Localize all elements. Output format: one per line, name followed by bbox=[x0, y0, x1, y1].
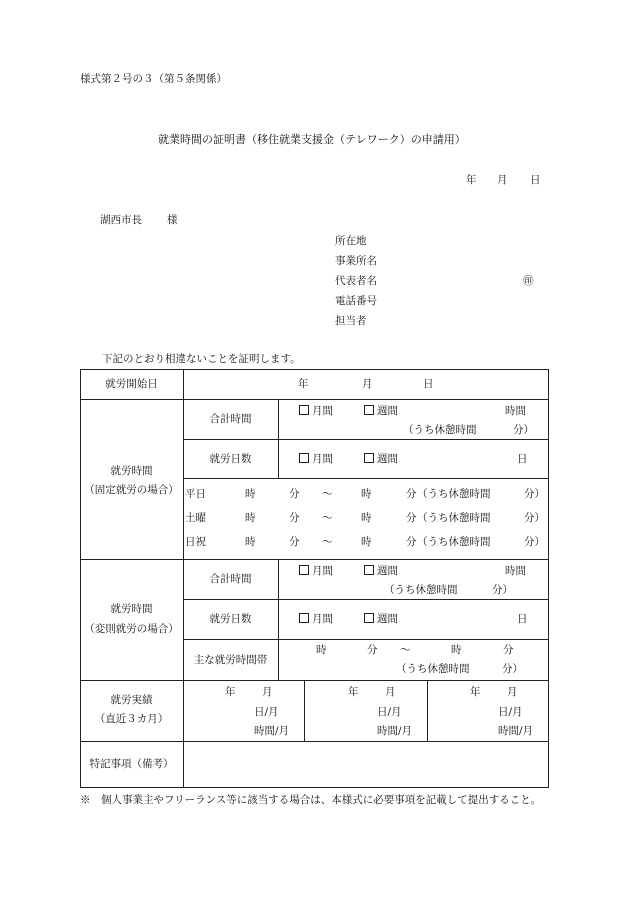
footer-note: ※ 個人事業主やフリーランス等に該当する場合は、本様式に必要事項を記載して提出すること。 bbox=[80, 794, 542, 806]
record-2-month: 月 bbox=[385, 686, 396, 698]
option-label: 月間 bbox=[312, 565, 333, 577]
fixed-hours-sublabel: （固定就労の場合） bbox=[84, 484, 179, 496]
record-sublabel: （直近３カ月） bbox=[94, 713, 169, 725]
saturday-start-minute: 分 bbox=[289, 512, 300, 524]
variable-days-month-option[interactable] bbox=[299, 612, 333, 626]
variable-total-month-option[interactable] bbox=[299, 564, 333, 578]
form-number: 様式第２号の３（第５条関係） bbox=[80, 73, 227, 85]
option-label: 月間 bbox=[312, 613, 333, 625]
fixed-total-break-suffix: 分） bbox=[513, 424, 534, 436]
weekday-tilde: ～ bbox=[322, 488, 333, 500]
checkbox-icon bbox=[364, 453, 374, 463]
remarks-field[interactable] bbox=[185, 744, 545, 784]
weekday-start-minute: 分 bbox=[289, 488, 300, 500]
option-label: 月間 bbox=[312, 405, 333, 417]
variable-hours-sublabel: （変則就労の場合） bbox=[84, 623, 179, 635]
fixed-total-hours-unit: 時間 bbox=[505, 405, 526, 417]
weekday-end-minute: 分 bbox=[406, 488, 417, 500]
record-3-hours: 時間/月 bbox=[498, 725, 534, 737]
saturday-break-prefix: （うち休憩時間 bbox=[417, 512, 491, 524]
checkbox-icon bbox=[299, 453, 309, 463]
record-3-days: 日/月 bbox=[498, 706, 523, 718]
certificate-table bbox=[80, 369, 549, 788]
saturday-end-minute: 分 bbox=[406, 512, 417, 524]
fixed-days-week-option[interactable] bbox=[364, 452, 398, 466]
option-label: 月間 bbox=[312, 453, 333, 465]
variable-total-break-prefix: （うち休憩時間 bbox=[384, 584, 458, 596]
record-2-year: 年 bbox=[348, 686, 359, 698]
start-date-month: 月 bbox=[362, 378, 373, 390]
holiday-break-prefix: （うち休憩時間 bbox=[417, 536, 491, 548]
holiday-start-hour: 時 bbox=[245, 536, 256, 548]
record-label: 就労実績 bbox=[110, 694, 153, 706]
checkbox-icon bbox=[299, 613, 309, 623]
holiday-start-minute: 分 bbox=[289, 536, 300, 548]
record-3-year: 年 bbox=[470, 686, 481, 698]
option-label: 週間 bbox=[377, 565, 398, 577]
main-hours-label: 主な就労時間帯 bbox=[193, 654, 268, 666]
date-year-label: 年 bbox=[466, 174, 477, 186]
weekday-break-suffix: 分） bbox=[524, 488, 545, 500]
saturday-start-hour: 時 bbox=[245, 512, 256, 524]
employer-name-label: 事業所名 bbox=[335, 255, 377, 267]
date-month-label: 月 bbox=[497, 174, 508, 186]
main-hours-end-hour: 時 bbox=[451, 644, 462, 656]
weekday-break-prefix: （うち休憩時間 bbox=[417, 488, 491, 500]
addressee-name: 湖西市長 bbox=[100, 214, 142, 226]
checkbox-icon bbox=[299, 565, 309, 575]
record-3-month: 月 bbox=[507, 686, 518, 698]
start-date-day: 日 bbox=[423, 378, 434, 390]
weekday-label: 平日 bbox=[185, 488, 206, 500]
record-2-hours: 時間/月 bbox=[377, 725, 413, 737]
variable-total-label: 合計時間 bbox=[209, 573, 252, 585]
contact-person-label: 担当者 bbox=[335, 315, 367, 327]
document-title: 就業時間の証明書（移住就業支援金（テレワーク）の申請用） bbox=[158, 133, 466, 146]
record-1-month: 月 bbox=[262, 686, 273, 698]
option-label: 週間 bbox=[377, 405, 398, 417]
holiday-tilde: ～ bbox=[322, 536, 333, 548]
option-label: 週間 bbox=[377, 613, 398, 625]
main-hours-end-minute: 分 bbox=[503, 644, 514, 656]
saturday-label: 土曜 bbox=[185, 512, 206, 524]
main-hours-start-minute: 分 bbox=[367, 644, 378, 656]
fixed-days-day-unit: 日 bbox=[517, 453, 528, 465]
record-1-hours: 時間/月 bbox=[254, 725, 290, 737]
record-1-days: 日/月 bbox=[254, 706, 279, 718]
option-label: 週間 bbox=[377, 453, 398, 465]
record-2-days: 日/月 bbox=[377, 706, 402, 718]
saturday-end-hour: 時 bbox=[361, 512, 372, 524]
weekday-end-hour: 時 bbox=[361, 488, 372, 500]
phone-label: 電話番号 bbox=[335, 295, 377, 307]
checkbox-icon bbox=[299, 405, 309, 415]
fixed-total-month-option[interactable] bbox=[299, 404, 333, 418]
addressee-honorific: 様 bbox=[167, 214, 178, 226]
fixed-days-month-option[interactable] bbox=[299, 452, 333, 466]
fixed-days-label: 就労日数 bbox=[209, 453, 252, 465]
saturday-tilde: ～ bbox=[322, 512, 333, 524]
checkbox-icon bbox=[364, 613, 374, 623]
variable-days-week-option[interactable] bbox=[364, 612, 398, 626]
saturday-break-suffix: 分） bbox=[524, 512, 545, 524]
representative-label: 代表者名 bbox=[335, 275, 377, 287]
variable-days-label: 就労日数 bbox=[209, 613, 252, 625]
seal-mark: ㊞ bbox=[523, 275, 534, 287]
main-hours-break-suffix: 分） bbox=[502, 663, 523, 675]
variable-total-hours-unit: 時間 bbox=[505, 565, 526, 577]
holiday-break-suffix: 分） bbox=[524, 536, 545, 548]
fixed-total-week-option[interactable] bbox=[364, 404, 398, 418]
weekday-start-hour: 時 bbox=[245, 488, 256, 500]
main-hours-tilde: ～ bbox=[400, 644, 411, 656]
record-1-year: 年 bbox=[225, 686, 236, 698]
start-date-year: 年 bbox=[298, 378, 309, 390]
fixed-total-label: 合計時間 bbox=[209, 413, 252, 425]
variable-total-break-suffix: 分） bbox=[492, 584, 513, 596]
fixed-hours-label: 就労時間 bbox=[110, 465, 153, 477]
main-hours-start-hour: 時 bbox=[316, 644, 327, 656]
date-day-label: 日 bbox=[530, 174, 541, 186]
variable-hours-label: 就労時間 bbox=[110, 603, 153, 615]
main-hours-break-prefix: （うち休憩時間 bbox=[396, 663, 470, 675]
remarks-label: 特記事項（備考） bbox=[89, 758, 174, 770]
checkbox-icon bbox=[364, 405, 374, 415]
employer-address-label: 所在地 bbox=[335, 235, 367, 247]
checkbox-icon bbox=[364, 565, 374, 575]
holiday-end-minute: 分 bbox=[406, 536, 417, 548]
holiday-end-hour: 時 bbox=[361, 536, 372, 548]
holiday-label: 日祝 bbox=[185, 536, 206, 548]
variable-total-week-option[interactable] bbox=[364, 564, 398, 578]
certify-text: 下記のとおり相違ないことを証明します。 bbox=[102, 353, 301, 365]
variable-days-day-unit: 日 bbox=[517, 613, 528, 625]
fixed-total-break-prefix: （うち休憩時間 bbox=[403, 424, 477, 436]
start-date-label: 就労開始日 bbox=[105, 378, 158, 390]
